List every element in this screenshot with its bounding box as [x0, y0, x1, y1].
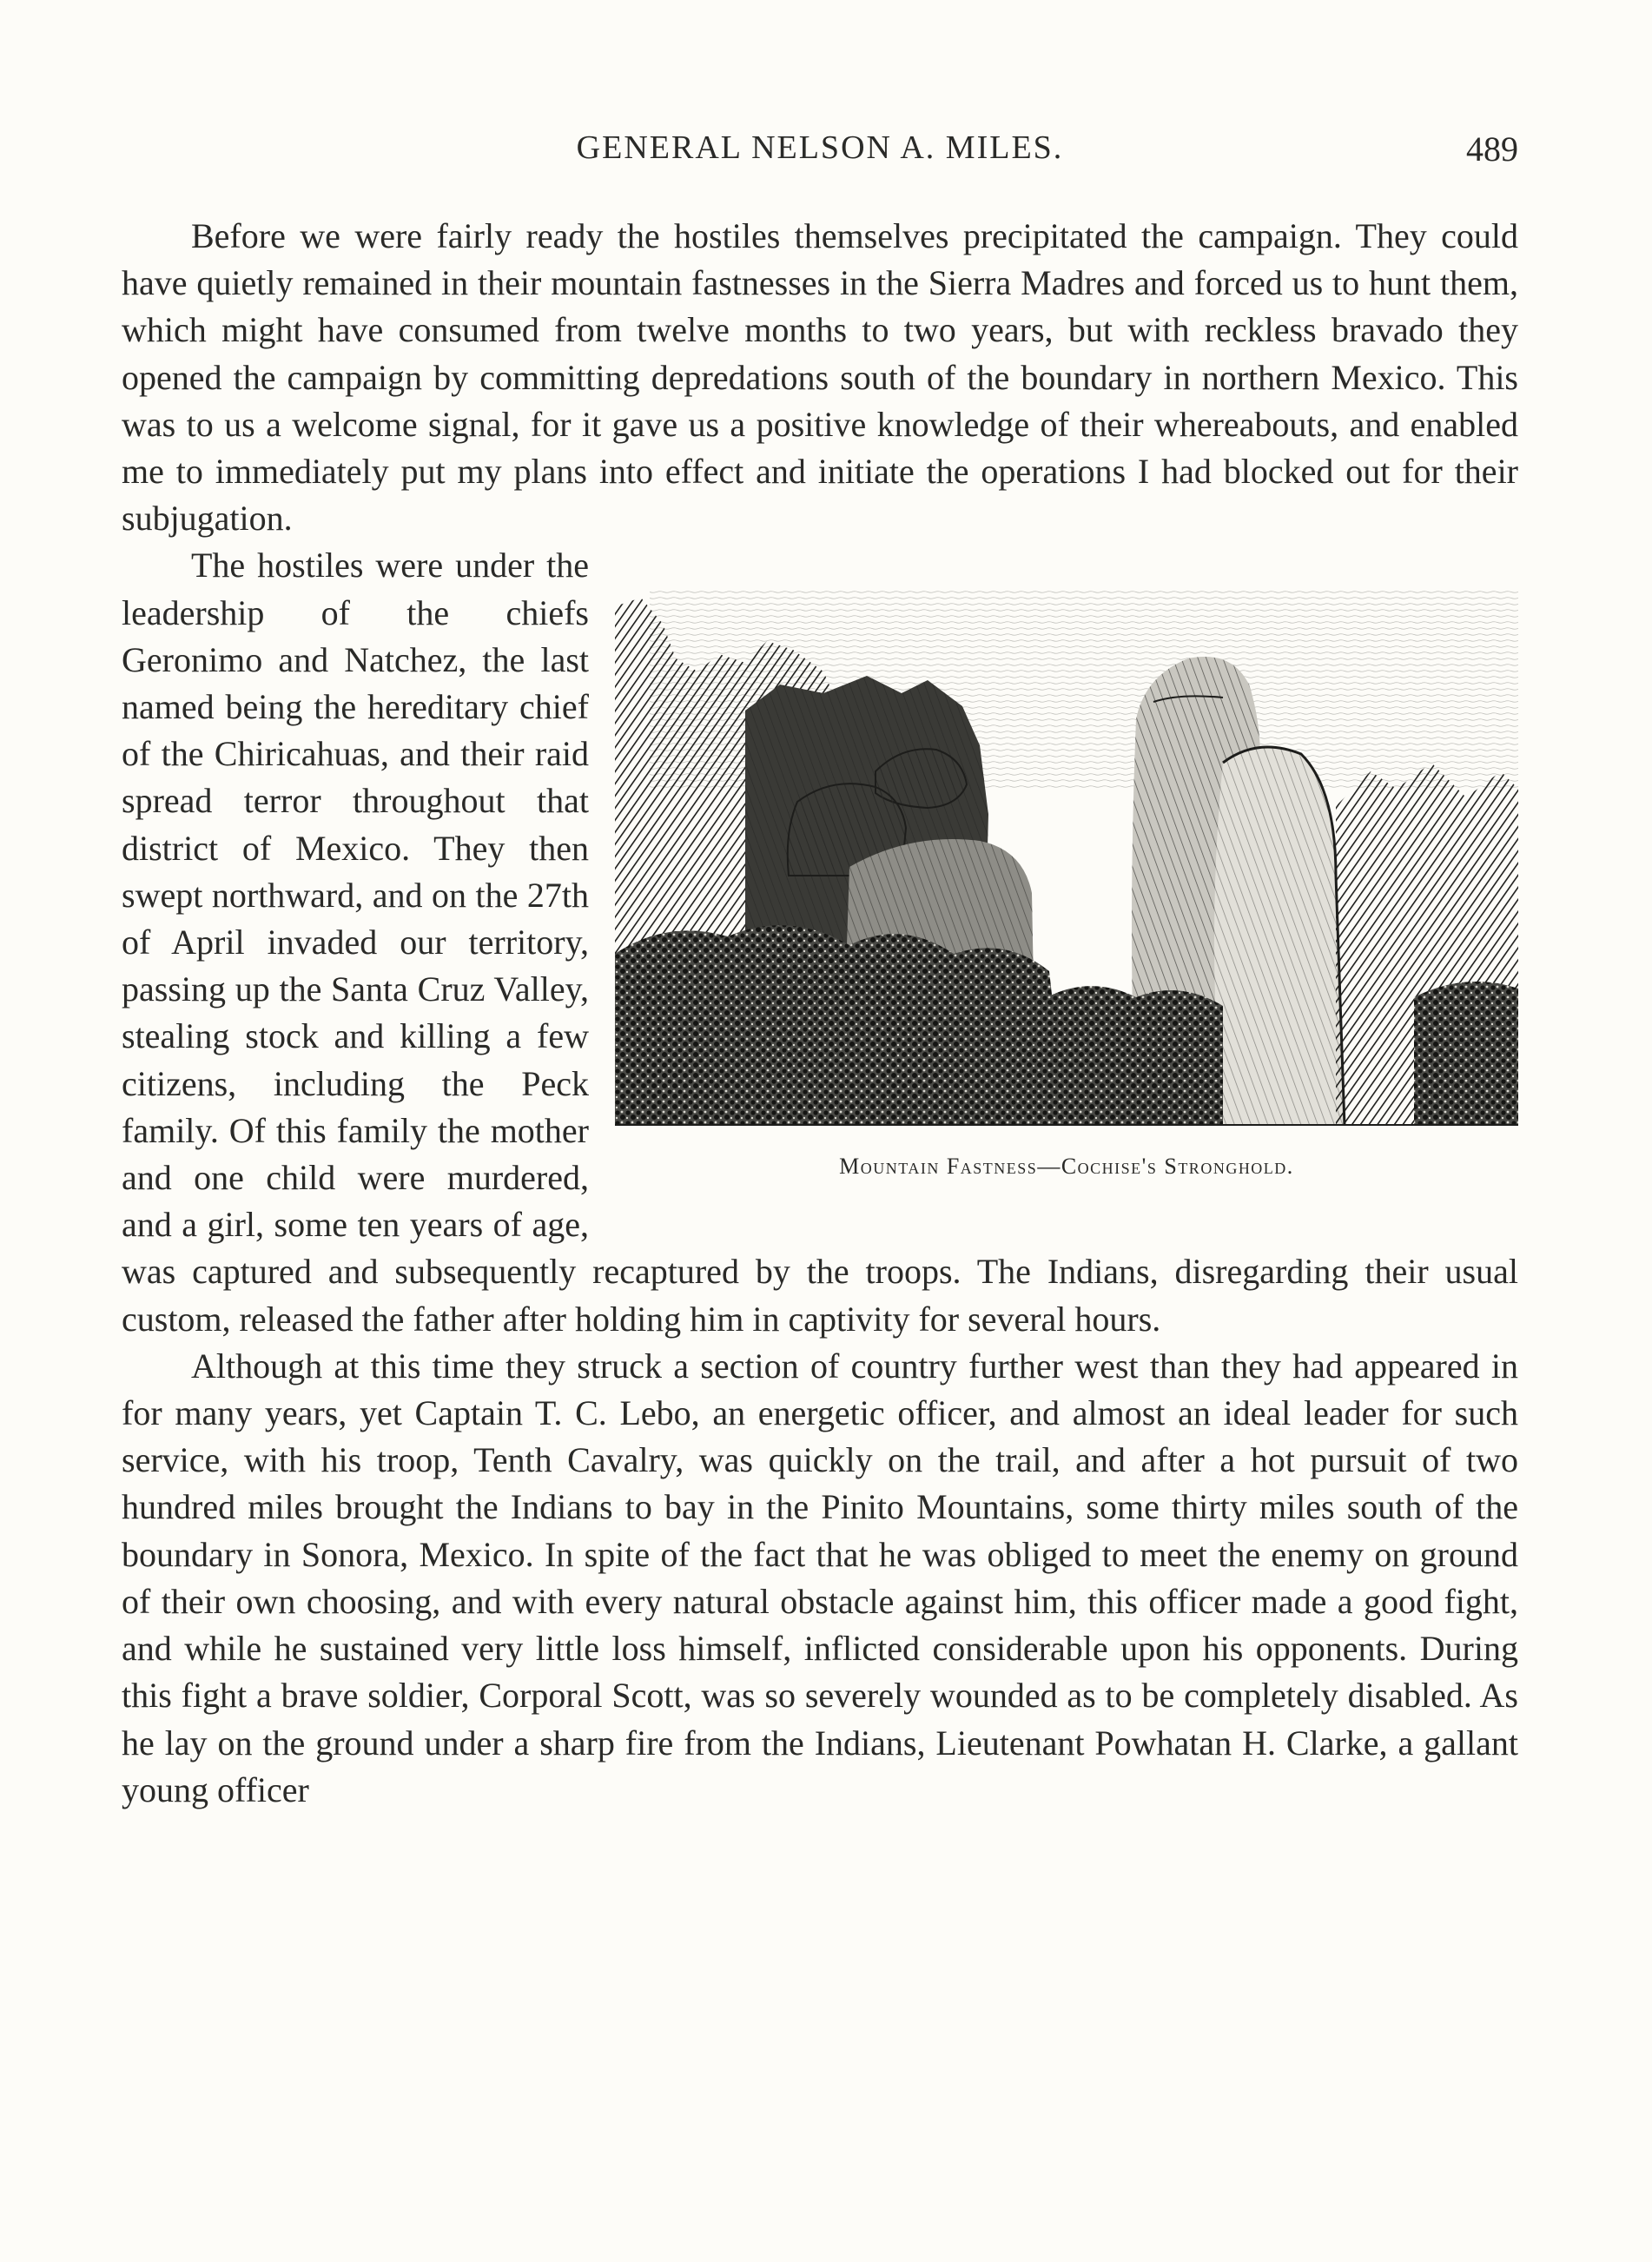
page-number: 489 [1466, 129, 1518, 169]
paragraph-3: Although at this time they struck a section of country further west than they had appeared in for many years, yet Captain T. C. Lebo, an energetic officer, and almost an ideal leader for such service, with his troop, Tenth Cavalry, was quickly on the trail, and after a hot pursuit of two hundred miles brought the Indians to bay in the Pinito Mountains, some thirty miles south of the boundary in Sonora, Mexico. In spite of the fact that he was obliged to meet the enemy on ground of their own choosing, and with every natural obstacle against him, this officer made a good fight, and while he sustained very little loss himself, inflicted considerable upon his opponents. During this fight a brave soldier, Corporal Scott, was so severely wounded as to be completely disabled. As he lay on the ground under a sharp fire from the Indians, Lieutenant Powhatan H. Clarke, a gallant young officer [122, 1346, 1518, 1809]
body-text [122, 213, 1518, 1814]
figure [615, 589, 1518, 1216]
figure-caption: Mountain Fastness—Cochise's Stronghold. [839, 1154, 1294, 1180]
paragraph-1: Before we were fairly ready the hostiles themselves precipitated the campaign. They could have quietly remained in their mountain fastnesses in the Sierra Madres and forced us to hunt them, which might have consumed from twelve months to two years, but with reckless bravado they opened the campaign by committing depredations south of the boundary in northern Mexico. This was to us a welcome signal, for it gave us a positive knowledge of their whereabouts, and enabled me to immediately put my plans into effect and initiate the operations I had blocked out for their subjugation. [122, 216, 1518, 539]
running-head: GENERAL NELSON A. MILES. [576, 129, 1064, 166]
paragraph-2: The hostiles were under the leadership of the chiefs Geronimo and Natchez, the last named being the hereditary chief of the Chiricahuas, and their raid spread terror throughout that district of Mexico. They then swept northward, and on the 27th of April invaded our territory, passing up the Santa Cruz Valley, stealing stock and killing a few citizens, including the Peck family. Of this family the mother and one child were murdered, and a girl, some ten years of age, was captured and subsequently recaptured by the troops. The Indians, disregarding their usual custom, released the father after holding him in captivity for several hours. [122, 546, 1518, 1339]
mountain-engraving [615, 589, 1518, 1126]
page-header [122, 129, 1518, 181]
